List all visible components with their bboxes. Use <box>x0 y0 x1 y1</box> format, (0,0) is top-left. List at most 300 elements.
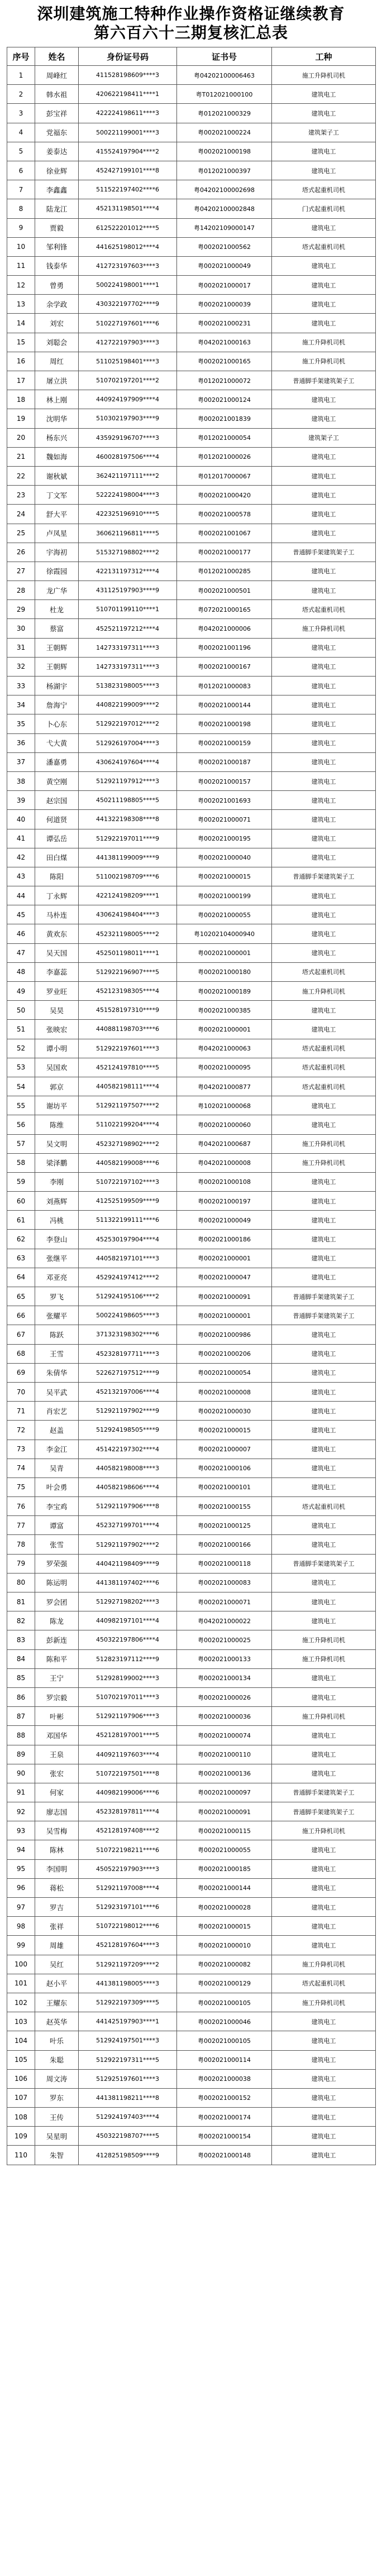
job-type: 建筑电工 <box>272 314 376 333</box>
id-number: 440582198111****4 <box>79 1077 177 1096</box>
job-type: 建筑电工 <box>272 905 376 924</box>
row-index: 11 <box>7 256 35 275</box>
person-name: 罗会团 <box>35 1592 79 1611</box>
person-name: 吴天国 <box>35 943 79 962</box>
person-name: 陈维 <box>35 1115 79 1134</box>
row-index: 79 <box>7 1554 35 1573</box>
row-index: 6 <box>7 161 35 180</box>
row-index: 55 <box>7 1096 35 1115</box>
row-index: 70 <box>7 1382 35 1401</box>
row-index: 69 <box>7 1363 35 1382</box>
id-number: 440924197909****4 <box>79 390 177 409</box>
job-type: 施工升降机司机 <box>272 619 376 638</box>
id-number: 411528198609****3 <box>79 66 177 85</box>
id-number: 515327198802****2 <box>79 543 177 562</box>
job-type: 建筑电工 <box>272 1573 376 1592</box>
table-row <box>7 256 376 275</box>
job-type: 建筑电工 <box>272 142 376 161</box>
row-index: 1 <box>7 66 35 85</box>
table-row <box>7 371 376 390</box>
id-number: 431125197903****9 <box>79 581 177 600</box>
id-number: 362421197111****2 <box>79 466 177 485</box>
job-type: 建筑电工 <box>272 1668 376 1687</box>
person-name: 叶彬 <box>35 1707 79 1726</box>
person-name: 党福东 <box>35 123 79 142</box>
person-name: 詹海宁 <box>35 695 79 714</box>
table-row <box>7 180 376 199</box>
person-name: 肖宏艺 <box>35 1402 79 1421</box>
table-row <box>7 1115 376 1134</box>
job-type: 建筑电工 <box>272 1172 376 1191</box>
job-type: 建筑架子工 <box>272 428 376 447</box>
job-type: 门式起重机司机 <box>272 199 376 218</box>
table-row <box>7 581 376 600</box>
person-name: 周红 <box>35 352 79 371</box>
certificate-number: 粤002021000101 <box>177 1478 272 1496</box>
table-row <box>7 810 376 829</box>
id-number: 422224198611****3 <box>79 104 177 123</box>
job-type: 普通脚手架建筑架子工 <box>272 1287 376 1306</box>
table-row <box>7 237 376 256</box>
id-number: 441381197402****6 <box>79 1573 177 1592</box>
certificate-number: 粤042021000877 <box>177 1077 272 1096</box>
job-type: 建筑电工 <box>272 752 376 771</box>
row-index: 63 <box>7 1249 35 1268</box>
row-index: 110 <box>7 2146 35 2165</box>
job-type: 施工升降机司机 <box>272 1955 376 1974</box>
table-row <box>7 447 376 466</box>
certificate-number: 粤012021000026 <box>177 447 272 466</box>
job-type: 建筑电工 <box>272 1192 376 1211</box>
table-row <box>7 142 376 161</box>
person-name: 王朝辉 <box>35 657 79 676</box>
row-index: 9 <box>7 218 35 237</box>
table-row <box>7 1936 376 1955</box>
id-number: 452924197412****2 <box>79 1268 177 1287</box>
id-number: 441381199009****9 <box>79 848 177 867</box>
certificate-number: 粤002021000198 <box>177 142 272 161</box>
job-type: 建筑电工 <box>272 562 376 581</box>
certificate-number: 粤002021000125 <box>177 1516 272 1535</box>
id-number: 452124197810****5 <box>79 1058 177 1077</box>
id-number: 511025198401****3 <box>79 352 177 371</box>
person-name: 张耀平 <box>35 1306 79 1325</box>
row-index: 32 <box>7 657 35 676</box>
job-type: 建筑电工 <box>272 276 376 295</box>
id-number: 513823198005****3 <box>79 677 177 695</box>
certificate-number: 粤002021000118 <box>177 1554 272 1573</box>
table-row <box>7 1821 376 1840</box>
row-index: 80 <box>7 1573 35 1592</box>
column-header-name: 姓名 <box>35 47 79 66</box>
id-number: 441381198211****8 <box>79 2088 177 2107</box>
person-name: 徐业辉 <box>35 161 79 180</box>
table-row <box>7 1001 376 1020</box>
job-type: 建筑电工 <box>272 714 376 733</box>
table-row <box>7 943 376 962</box>
person-name: 罗东 <box>35 2088 79 2107</box>
table-row <box>7 619 376 638</box>
table-row <box>7 1363 376 1382</box>
table-row <box>7 1917 376 1936</box>
id-number: 512923197101****6 <box>79 1898 177 1917</box>
certificate-number: 粤04202100006463 <box>177 66 272 85</box>
certificate-number: 粤14202109000147 <box>177 218 272 237</box>
row-index: 43 <box>7 867 35 886</box>
person-name: 吴国欢 <box>35 1058 79 1077</box>
row-index: 8 <box>7 199 35 218</box>
job-type: 建筑电工 <box>272 1211 376 1230</box>
job-type: 建筑电工 <box>272 581 376 600</box>
id-number: 512921197902****2 <box>79 1535 177 1554</box>
job-type: 建筑电工 <box>272 1459 376 1478</box>
person-name: 徐霞园 <box>35 562 79 581</box>
table-row <box>7 1764 376 1783</box>
job-type: 建筑电工 <box>272 2050 376 2069</box>
job-type: 塔式起重机司机 <box>272 1058 376 1077</box>
id-number: 511322199111****6 <box>79 1211 177 1230</box>
person-name: 潘嘉勇 <box>35 752 79 771</box>
job-type: 建筑电工 <box>272 1268 376 1287</box>
person-name: 舒大平 <box>35 505 79 524</box>
person-name: 张继平 <box>35 1249 79 1268</box>
person-name: 杨湖宇 <box>35 677 79 695</box>
table-row <box>7 1344 376 1363</box>
certificate-number: 粤002021000054 <box>177 1363 272 1382</box>
id-number: 452131198501****4 <box>79 199 177 218</box>
id-number: 452530197904****4 <box>79 1230 177 1249</box>
id-number: 440881198703****6 <box>79 1020 177 1039</box>
table-row <box>7 600 376 619</box>
certificate-number: 粤002021000049 <box>177 1211 272 1230</box>
table-row <box>7 771 376 790</box>
job-type: 建筑电工 <box>272 2108 376 2127</box>
job-type: 建筑电工 <box>272 256 376 275</box>
job-type: 塔式起重机司机 <box>272 1974 376 1993</box>
certificate-number: 粤002021000115 <box>177 1821 272 1840</box>
id-number: 450211198805****5 <box>79 791 177 810</box>
table-row <box>7 1459 376 1478</box>
job-type: 普通脚手架建筑架子工 <box>272 371 376 390</box>
table-row <box>7 1497 376 1516</box>
certificate-number: 粤002021000114 <box>177 2050 272 2069</box>
row-index: 72 <box>7 1421 35 1440</box>
id-number: 612522201012****5 <box>79 218 177 237</box>
row-index: 10 <box>7 237 35 256</box>
table-row <box>7 2050 376 2069</box>
person-name: 朱智 <box>35 2146 79 2165</box>
row-index: 54 <box>7 1077 35 1096</box>
person-name: 罗宗毅 <box>35 1687 79 1706</box>
row-index: 25 <box>7 524 35 543</box>
row-index: 51 <box>7 1020 35 1039</box>
id-number: 452327199701****4 <box>79 1516 177 1535</box>
job-type: 建筑电工 <box>272 1440 376 1459</box>
person-name: 张宏 <box>35 1764 79 1783</box>
person-name: 陈林 <box>35 1840 79 1859</box>
job-type: 塔式起重机司机 <box>272 180 376 199</box>
row-index: 98 <box>7 1917 35 1936</box>
certificate-number: 粤012021000054 <box>177 428 272 447</box>
certificate-number: 粤002021000008 <box>177 1382 272 1401</box>
job-type: 建筑电工 <box>272 829 376 848</box>
person-name: 丁文军 <box>35 486 79 505</box>
certificate-number: 粤002021000038 <box>177 2069 272 2088</box>
table-row <box>7 2127 376 2146</box>
person-name: 黄欢东 <box>35 924 79 943</box>
job-type: 建筑电工 <box>272 733 376 752</box>
row-index: 44 <box>7 886 35 905</box>
row-index: 87 <box>7 1707 35 1726</box>
job-type: 建筑电工 <box>272 1745 376 1764</box>
row-index: 67 <box>7 1325 35 1344</box>
certificate-number: 粤002021000001 <box>177 943 272 962</box>
id-number: 511002198709****6 <box>79 867 177 886</box>
row-index: 103 <box>7 2012 35 2031</box>
job-type: 建筑电工 <box>272 791 376 810</box>
table-row <box>7 199 376 218</box>
person-name: 韩水祖 <box>35 85 79 104</box>
person-name: 王泉 <box>35 1745 79 1764</box>
row-index: 94 <box>7 1840 35 1859</box>
job-type: 施工升降机司机 <box>272 982 376 1001</box>
id-number: 142733197311****3 <box>79 638 177 657</box>
table-row <box>7 733 376 752</box>
certificate-number: 粤002021000025 <box>177 1630 272 1649</box>
person-name: 龙广华 <box>35 581 79 600</box>
job-type: 建筑电工 <box>272 466 376 485</box>
table-row <box>7 1478 376 1496</box>
row-index: 26 <box>7 543 35 562</box>
job-type: 塔式起重机司机 <box>272 600 376 619</box>
row-index: 17 <box>7 371 35 390</box>
id-number: 440822199009****2 <box>79 695 177 714</box>
person-name: 蒋松 <box>35 1878 79 1897</box>
person-name: 刘聪会 <box>35 333 79 352</box>
table-row <box>7 295 376 314</box>
row-index: 38 <box>7 771 35 790</box>
person-name: 李金江 <box>35 1440 79 1459</box>
table-row <box>7 657 376 676</box>
certificate-number: 粤002021000186 <box>177 1230 272 1249</box>
id-number: 510722197102****3 <box>79 1172 177 1191</box>
id-number: 441381198005****3 <box>79 1974 177 1993</box>
table-row <box>7 1325 376 1344</box>
table-row <box>7 677 376 695</box>
job-type: 普通脚手架建筑架子工 <box>272 543 376 562</box>
job-type: 施工升降机司机 <box>272 352 376 371</box>
table-row <box>7 1020 376 1039</box>
person-name: 李嘉蕊 <box>35 962 79 981</box>
id-number: 441425197903****1 <box>79 2012 177 2031</box>
id-number: 510702197201****2 <box>79 371 177 390</box>
job-type: 建筑架子工 <box>272 123 376 142</box>
job-type: 建筑电工 <box>272 1859 376 1878</box>
id-number: 371323198302****6 <box>79 1325 177 1344</box>
row-index: 13 <box>7 295 35 314</box>
person-name: 刘燕辉 <box>35 1192 79 1211</box>
row-index: 41 <box>7 829 35 848</box>
id-number: 452128197001****5 <box>79 1726 177 1745</box>
table-row <box>7 2031 376 2050</box>
certificate-number: 粤002021000028 <box>177 1898 272 1917</box>
id-number: 440982199006****6 <box>79 1783 177 1802</box>
row-index: 99 <box>7 1936 35 1955</box>
job-type: 建筑电工 <box>272 1249 376 1268</box>
table-row <box>7 752 376 771</box>
person-name: 邓亚亮 <box>35 1268 79 1287</box>
table-row <box>7 1058 376 1077</box>
row-index: 58 <box>7 1153 35 1172</box>
id-number: 440582199008****6 <box>79 1153 177 1172</box>
id-number: 512924197501****3 <box>79 2031 177 2050</box>
certificate-number: 粤002021000095 <box>177 1058 272 1077</box>
row-index: 45 <box>7 905 35 924</box>
certificate-number: 粤002021000157 <box>177 771 272 790</box>
column-header-index: 序号 <box>7 47 35 66</box>
person-name: 刘宏 <box>35 314 79 333</box>
person-name: 李鑫鑫 <box>35 180 79 199</box>
id-number: 500224198001****1 <box>79 276 177 295</box>
row-index: 93 <box>7 1821 35 1840</box>
row-index: 35 <box>7 714 35 733</box>
table-row <box>7 924 376 943</box>
table-row <box>7 1726 376 1745</box>
job-type: 建筑电工 <box>272 677 376 695</box>
person-name: 谢坊平 <box>35 1096 79 1115</box>
table-row <box>7 886 376 905</box>
table-row <box>7 905 376 924</box>
job-type: 建筑电工 <box>272 1611 376 1630</box>
table-row <box>7 333 376 352</box>
column-header-id-number: 身份证号码 <box>79 47 177 66</box>
id-number: 512921197902****9 <box>79 1402 177 1421</box>
person-name: 杨东兴 <box>35 428 79 447</box>
row-index: 56 <box>7 1115 35 1134</box>
row-index: 84 <box>7 1649 35 1668</box>
row-index: 64 <box>7 1268 35 1287</box>
table-row <box>7 1211 376 1230</box>
row-index: 73 <box>7 1440 35 1459</box>
certificate-number: 粤002021000185 <box>177 1859 272 1878</box>
certificate-number: 粤042021000063 <box>177 1039 272 1058</box>
row-index: 88 <box>7 1726 35 1745</box>
table-row <box>7 2088 376 2107</box>
person-name: 丁永辉 <box>35 886 79 905</box>
job-type: 建筑电工 <box>272 1898 376 1917</box>
table-row <box>7 1649 376 1668</box>
id-number: 451422197302****4 <box>79 1440 177 1459</box>
person-name: 宇海初 <box>35 543 79 562</box>
table-row <box>7 2146 376 2165</box>
job-type: 施工升降机司机 <box>272 1134 376 1153</box>
table-row <box>7 1592 376 1611</box>
certificate-number: 粤042021000687 <box>177 1134 272 1153</box>
certificate-number: 粤002021000420 <box>177 486 272 505</box>
job-type: 建筑电工 <box>272 1535 376 1554</box>
job-type: 建筑电工 <box>272 1936 376 1955</box>
person-name: 屠立洪 <box>35 371 79 390</box>
id-number: 412723197603****3 <box>79 256 177 275</box>
job-type: 建筑电工 <box>272 104 376 123</box>
table-row <box>7 1172 376 1191</box>
job-type: 建筑电工 <box>272 1363 376 1382</box>
id-number: 512922196907****5 <box>79 962 177 981</box>
job-type: 建筑电工 <box>272 218 376 237</box>
person-name: 张祥 <box>35 1917 79 1936</box>
job-type: 建筑电工 <box>272 1764 376 1783</box>
job-type: 施工升降机司机 <box>272 1649 376 1668</box>
person-name: 赵英华 <box>35 2012 79 2031</box>
job-type: 建筑电工 <box>272 1840 376 1859</box>
id-number: 415524197904****2 <box>79 142 177 161</box>
title-line-2: 第六百六十三期复核汇总表 <box>93 23 288 42</box>
person-name: 朱倩华 <box>35 1363 79 1382</box>
job-type: 塔式起重机司机 <box>272 962 376 981</box>
certificate-number: 粤002021000166 <box>177 1535 272 1554</box>
id-number: 450522197903****3 <box>79 1859 177 1878</box>
certificate-number: 粤002021000001 <box>177 1249 272 1268</box>
person-name: 田白煤 <box>35 848 79 867</box>
job-type: 建筑电工 <box>272 2088 376 2107</box>
id-number: 512927198202****3 <box>79 1592 177 1611</box>
person-name: 叶乐 <box>35 2031 79 2050</box>
id-number: 440582198008****3 <box>79 1459 177 1478</box>
table-row <box>7 638 376 657</box>
person-name: 吴星明 <box>35 2127 79 2146</box>
table-row <box>7 1993 376 2012</box>
person-name: 李国明 <box>35 1859 79 1878</box>
row-index: 95 <box>7 1859 35 1878</box>
certificate-number: 粤002021000231 <box>177 314 272 333</box>
certificate-number: 粤002021000134 <box>177 1668 272 1687</box>
person-name: 王传 <box>35 2108 79 2127</box>
certificate-number: 粤T012021000100 <box>177 85 272 104</box>
table-row <box>7 1840 376 1859</box>
table-row <box>7 314 376 333</box>
certificate-number: 粤002021000195 <box>177 829 272 848</box>
id-number: 510701199110****1 <box>79 600 177 619</box>
job-type: 施工升降机司机 <box>272 1821 376 1840</box>
id-number: 512926197004****3 <box>79 733 177 752</box>
job-type: 建筑电工 <box>272 161 376 180</box>
id-number: 450322198707****5 <box>79 2127 177 2146</box>
certificate-number: 粤012021000083 <box>177 677 272 695</box>
person-name: 王雪 <box>35 1344 79 1363</box>
row-index: 15 <box>7 333 35 352</box>
person-name: 蔡富 <box>35 619 79 638</box>
id-number: 422131197312****4 <box>79 562 177 581</box>
id-number: 510302197903****9 <box>79 409 177 428</box>
person-name: 林上刚 <box>35 390 79 409</box>
row-index: 3 <box>7 104 35 123</box>
id-number: 452128197604****3 <box>79 1936 177 1955</box>
certificate-number: 粤002021000046 <box>177 2012 272 2031</box>
id-number: 435929196707****3 <box>79 428 177 447</box>
table-row <box>7 1077 376 1096</box>
row-index: 65 <box>7 1287 35 1306</box>
id-number: 512921197507****2 <box>79 1096 177 1115</box>
person-name: 罗荣强 <box>35 1554 79 1573</box>
id-number: 511522197402****6 <box>79 180 177 199</box>
certificate-number: 粤002021000040 <box>177 848 272 867</box>
row-index: 7 <box>7 180 35 199</box>
table-row <box>7 1039 376 1058</box>
certificate-number: 粤002021000154 <box>177 2127 272 2146</box>
person-name: 王耀东 <box>35 1993 79 2012</box>
certificate-number: 粤002021000180 <box>177 962 272 981</box>
person-name: 罗业旺 <box>35 982 79 1001</box>
